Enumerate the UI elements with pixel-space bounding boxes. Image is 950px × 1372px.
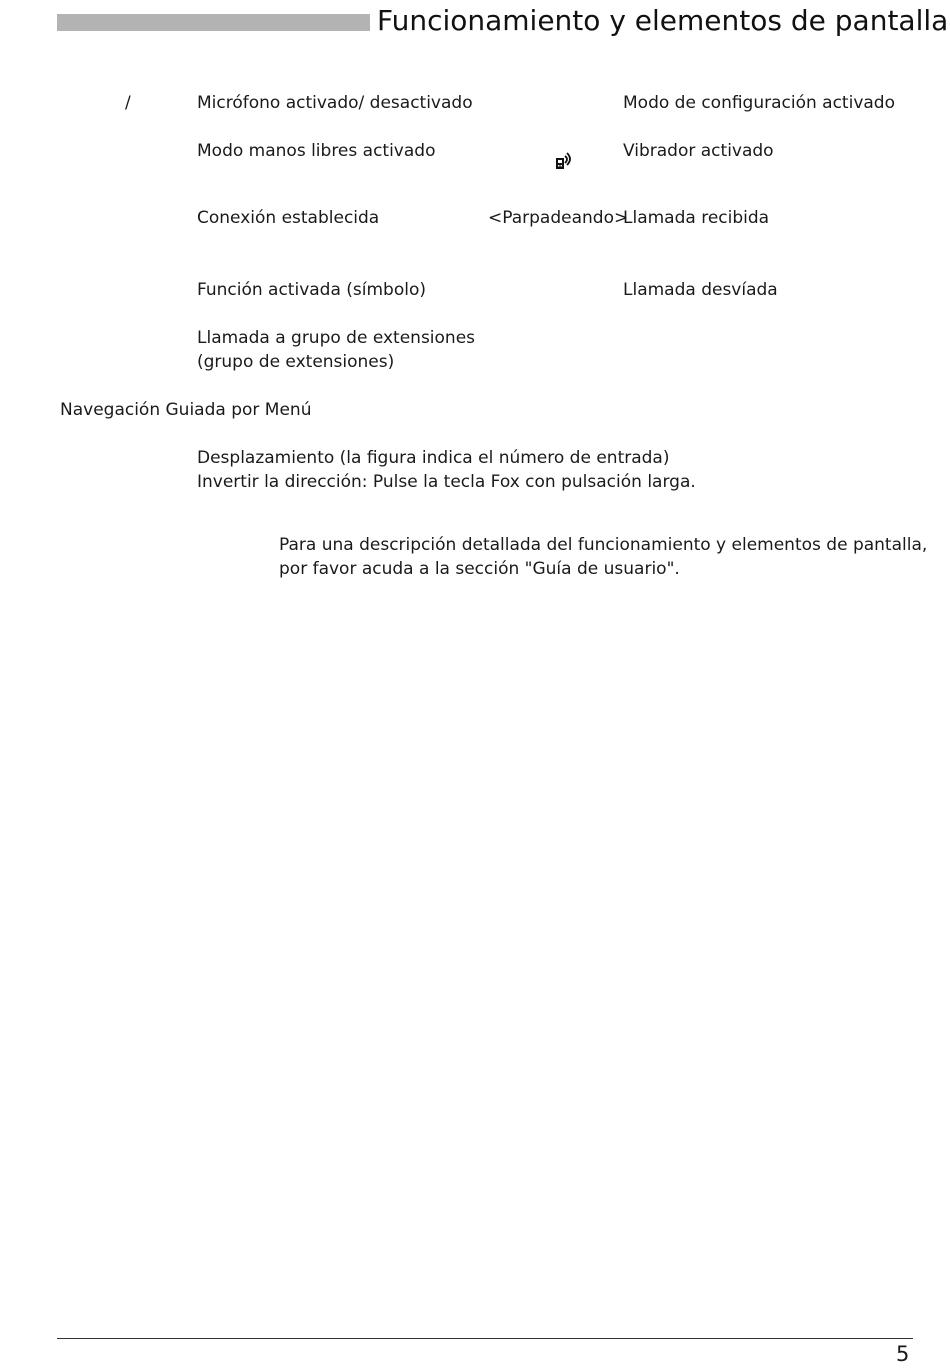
- note-line-2: por favor acuda a la sección "Guía de usuario".: [279, 559, 680, 579]
- label-blinking: <Parpadeando>: [488, 208, 629, 228]
- label-vibrator: Vibrador activado: [623, 141, 774, 161]
- label-group-call-line2: (grupo de extensiones): [197, 352, 395, 372]
- label-group-call-line1: Llamada a grupo de extensiones: [197, 328, 476, 348]
- mic-slash-separator: /: [125, 93, 131, 113]
- page-title: Funcionamiento y elementos de pantalla: [377, 4, 949, 37]
- label-microphone: Micrófono activado/ desactivado: [197, 93, 473, 113]
- label-call-forwarded: Llamada desvíada: [623, 280, 778, 300]
- label-incoming-call: Llamada recibida: [623, 208, 770, 228]
- note-line-1: Para una descripción detallada del funcionamiento y elementos de pantalla,: [279, 535, 928, 555]
- label-config-mode: Modo de configuración activado: [623, 93, 895, 113]
- page-number: 5: [896, 1342, 910, 1366]
- navigation-line-scroll: Desplazamiento (la figura indica el número de entrada): [197, 448, 670, 468]
- footer-rule: [57, 1338, 913, 1339]
- label-function-active: Función activada (símbolo): [197, 280, 427, 300]
- navigation-line-invert: Invertir la dirección: Pulse la tecla Fox con pulsación larga.: [197, 472, 696, 492]
- label-connection: Conexión establecida: [197, 208, 380, 228]
- vibrate-icon: [554, 151, 574, 171]
- section-heading-navigation: Navegación Guiada por Menú: [60, 400, 312, 420]
- header-bar: [57, 14, 370, 31]
- label-handsfree: Modo manos libres activado: [197, 141, 436, 161]
